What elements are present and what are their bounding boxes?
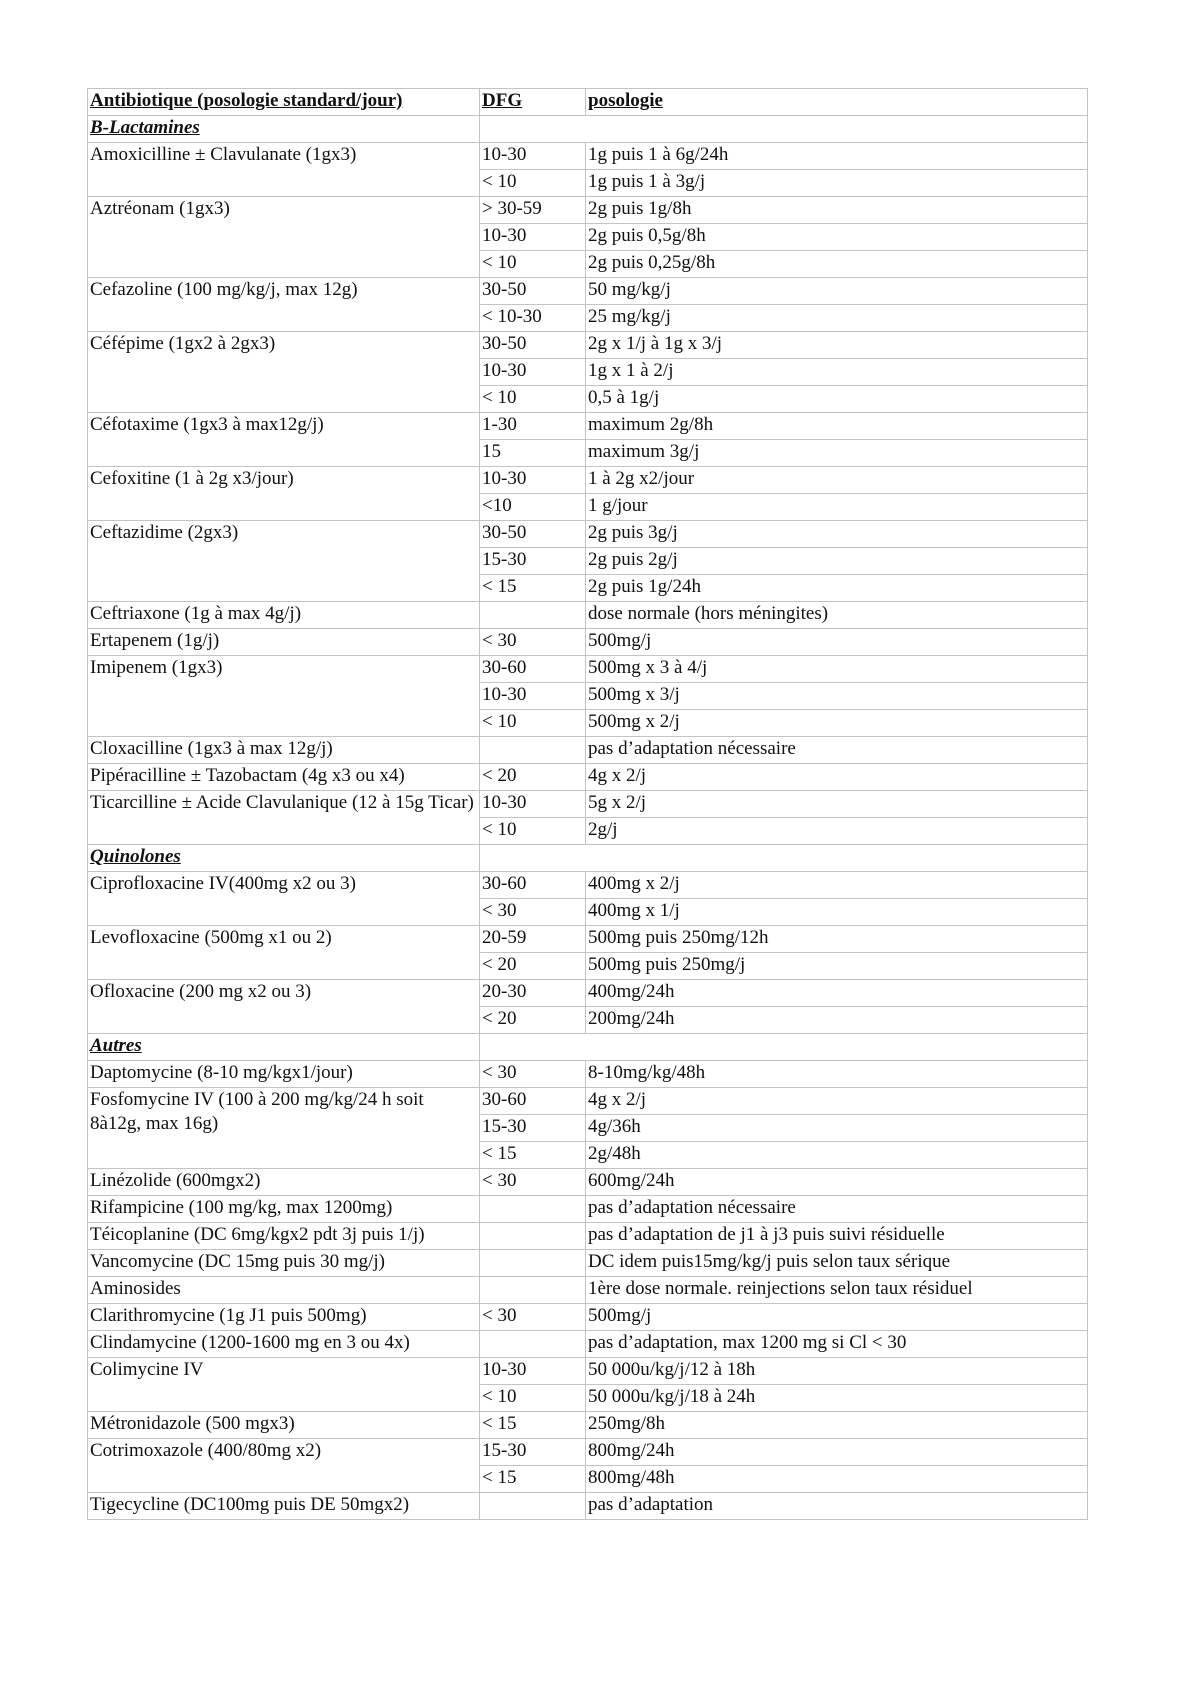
drug-name: Imipenem (1gx3) <box>88 656 480 737</box>
posologie-cell: pas d’adaptation nécessaire <box>586 737 1088 764</box>
drug-name: Aminosides <box>88 1277 480 1304</box>
dfg-cell: 10-30 <box>480 359 586 386</box>
posologie-cell: pas d’adaptation nécessaire <box>586 1196 1088 1223</box>
table-row <box>88 737 1088 764</box>
table-row <box>88 656 1088 683</box>
posologie-cell: 4g x 2/j <box>586 764 1088 791</box>
dfg-cell: 30-60 <box>480 1088 586 1115</box>
drug-name: Cefoxitine (1 à 2g x3/jour) <box>88 467 480 521</box>
drug-name: Ceftazidime (2gx3) <box>88 521 480 602</box>
posologie-cell: 200mg/24h <box>586 1007 1088 1034</box>
dfg-cell: 20-30 <box>480 980 586 1007</box>
dfg-cell: < 30 <box>480 629 586 656</box>
dfg-cell <box>480 1331 586 1358</box>
posologie-cell: 2g puis 2g/j <box>586 548 1088 575</box>
drug-name: Céfépime (1gx2 à 2gx3) <box>88 332 480 413</box>
dfg-cell <box>480 1196 586 1223</box>
dfg-cell: 15-30 <box>480 1115 586 1142</box>
dfg-cell: < 10 <box>480 251 586 278</box>
dfg-cell: 15-30 <box>480 1439 586 1466</box>
dfg-cell: 10-30 <box>480 791 586 818</box>
posologie-cell: 0,5 à 1g/j <box>586 386 1088 413</box>
table-row <box>88 332 1088 359</box>
posologie-cell: 2g puis 1g/24h <box>586 575 1088 602</box>
drug-name: Pipéracilline ± Tazobactam (4g x3 ou x4) <box>88 764 480 791</box>
table-row <box>88 143 1088 170</box>
dfg-cell: < 10 <box>480 710 586 737</box>
drug-name: Rifampicine (100 mg/kg, max 1200mg) <box>88 1196 480 1223</box>
table-row <box>88 980 1088 1007</box>
posologie-cell: 2g puis 0,25g/8h <box>586 251 1088 278</box>
dfg-cell <box>480 1250 586 1277</box>
posologie-cell: 1 à 2g x2/jour <box>586 467 1088 494</box>
table-row <box>88 926 1088 953</box>
table-row <box>88 764 1088 791</box>
drug-name: Ertapenem (1g/j) <box>88 629 480 656</box>
dfg-cell: < 20 <box>480 953 586 980</box>
table-row <box>88 1412 1088 1439</box>
posologie-cell: 500mg/j <box>586 629 1088 656</box>
posologie-cell: 2g puis 0,5g/8h <box>586 224 1088 251</box>
posologie-cell: 800mg/24h <box>586 1439 1088 1466</box>
dfg-cell <box>480 737 586 764</box>
dfg-cell: 20-59 <box>480 926 586 953</box>
dfg-cell: 15 <box>480 440 586 467</box>
drug-name: Ciprofloxacine IV(400mg x2 ou 3) <box>88 872 480 926</box>
header-row <box>88 89 1088 116</box>
dfg-cell: 1-30 <box>480 413 586 440</box>
posologie-cell: 2g/j <box>586 818 1088 845</box>
drug-name: Fosfomycine IV (100 à 200 mg/kg/24 h soit 8à12g, max 16g) <box>88 1088 480 1169</box>
table-row <box>88 1493 1088 1520</box>
dfg-cell: 10-30 <box>480 467 586 494</box>
antibiotic-dosage-table <box>87 88 1088 1520</box>
dfg-cell: < 15 <box>480 575 586 602</box>
posologie-cell: 2g/48h <box>586 1142 1088 1169</box>
posologie-cell: 4g x 2/j <box>586 1088 1088 1115</box>
posologie-cell: 500mg x 3/j <box>586 683 1088 710</box>
drug-name: Métronidazole (500 mgx3) <box>88 1412 480 1439</box>
posologie-cell: pas d’adaptation de j1 à j3 puis suivi résiduelle <box>586 1223 1088 1250</box>
table-row <box>88 1061 1088 1088</box>
section-title: B-Lactamines <box>88 116 480 143</box>
header-antibiotique: Antibiotique (posologie standard/jour) <box>88 89 480 116</box>
dfg-cell: 10-30 <box>480 224 586 251</box>
drug-name: Amoxicilline ± Clavulanate (1gx3) <box>88 143 480 197</box>
dfg-cell: > 30-59 <box>480 197 586 224</box>
dfg-cell <box>480 1493 586 1520</box>
dfg-cell: < 30 <box>480 1169 586 1196</box>
dfg-cell: < 20 <box>480 1007 586 1034</box>
dfg-cell: 15-30 <box>480 548 586 575</box>
table-row <box>88 1439 1088 1466</box>
table-row <box>88 1223 1088 1250</box>
dfg-cell: 10-30 <box>480 683 586 710</box>
drug-name: Cotrimoxazole (400/80mg x2) <box>88 1439 480 1493</box>
table-row <box>88 1250 1088 1277</box>
posologie-cell: 2g x 1/j à 1g x 3/j <box>586 332 1088 359</box>
posologie-cell: pas d’adaptation <box>586 1493 1088 1520</box>
table-row <box>88 278 1088 305</box>
posologie-cell: 1g puis 1 à 3g/j <box>586 170 1088 197</box>
table-row <box>88 629 1088 656</box>
table-row <box>88 1196 1088 1223</box>
posologie-cell: dose normale (hors méningites) <box>586 602 1088 629</box>
dfg-cell: < 15 <box>480 1142 586 1169</box>
posologie-cell: 5g x 2/j <box>586 791 1088 818</box>
drug-name: Ticarcilline ± Acide Clavulanique (12 à 15g Ticar) <box>88 791 480 845</box>
drug-name: Cloxacilline (1gx3 à max 12g/j) <box>88 737 480 764</box>
dfg-cell: < 10-30 <box>480 305 586 332</box>
posologie-cell: DC idem puis15mg/kg/j puis selon taux sérique <box>586 1250 1088 1277</box>
posologie-cell: 400mg x 2/j <box>586 872 1088 899</box>
dfg-cell: 30-60 <box>480 872 586 899</box>
drug-name: Aztréonam (1gx3) <box>88 197 480 278</box>
dfg-cell: 30-60 <box>480 656 586 683</box>
posologie-cell: 4g/36h <box>586 1115 1088 1142</box>
section-empty-cell <box>480 1034 1088 1061</box>
drug-name: Levofloxacine (500mg x1 ou 2) <box>88 926 480 980</box>
posologie-cell: 50 mg/kg/j <box>586 278 1088 305</box>
dfg-cell: < 10 <box>480 1385 586 1412</box>
header-dfg: DFG <box>480 89 586 116</box>
posologie-cell: maximum 3g/j <box>586 440 1088 467</box>
dfg-cell: < 15 <box>480 1412 586 1439</box>
table-row <box>88 1358 1088 1385</box>
table-body <box>88 89 1088 1520</box>
posologie-cell: 25 mg/kg/j <box>586 305 1088 332</box>
drug-name: Cefazoline (100 mg/kg/j, max 12g) <box>88 278 480 332</box>
posologie-cell: 500mg/j <box>586 1304 1088 1331</box>
section-title: Quinolones <box>88 845 480 872</box>
posologie-cell: 500mg x 2/j <box>586 710 1088 737</box>
table-row <box>88 1331 1088 1358</box>
table-row <box>88 602 1088 629</box>
posologie-cell: 8-10mg/kg/48h <box>586 1061 1088 1088</box>
dfg-cell: < 15 <box>480 1466 586 1493</box>
section-empty-cell <box>480 845 1088 872</box>
posologie-cell: 1 g/jour <box>586 494 1088 521</box>
dfg-cell: 10-30 <box>480 143 586 170</box>
posologie-cell: 400mg x 1/j <box>586 899 1088 926</box>
posologie-cell: 2g puis 1g/8h <box>586 197 1088 224</box>
posologie-cell: 50 000u/kg/j/12 à 18h <box>586 1358 1088 1385</box>
section-row <box>88 845 1088 872</box>
drug-name: Clindamycine (1200-1600 mg en 3 ou 4x) <box>88 1331 480 1358</box>
drug-name: Téicoplanine (DC 6mg/kgx2 pdt 3j puis 1/j) <box>88 1223 480 1250</box>
table-row <box>88 521 1088 548</box>
dfg-cell: 30-50 <box>480 332 586 359</box>
drug-name: Ofloxacine (200 mg x2 ou 3) <box>88 980 480 1034</box>
table-row <box>88 1088 1088 1115</box>
drug-name: Ceftriaxone (1g à max 4g/j) <box>88 602 480 629</box>
posologie-cell: 250mg/8h <box>586 1412 1088 1439</box>
table-row <box>88 872 1088 899</box>
dfg-cell <box>480 1277 586 1304</box>
posologie-cell: 600mg/24h <box>586 1169 1088 1196</box>
dfg-cell: < 10 <box>480 386 586 413</box>
dfg-cell: 10-30 <box>480 1358 586 1385</box>
dfg-cell: < 30 <box>480 899 586 926</box>
posologie-cell: maximum 2g/8h <box>586 413 1088 440</box>
table-row <box>88 791 1088 818</box>
section-row <box>88 116 1088 143</box>
dfg-cell: 30-50 <box>480 278 586 305</box>
dfg-cell <box>480 1223 586 1250</box>
posologie-cell: 1g puis 1 à 6g/24h <box>586 143 1088 170</box>
drug-name: Linézolide (600mgx2) <box>88 1169 480 1196</box>
table-row <box>88 413 1088 440</box>
table-row <box>88 467 1088 494</box>
posologie-cell: 400mg/24h <box>586 980 1088 1007</box>
dfg-cell: < 30 <box>480 1304 586 1331</box>
header-posologie: posologie <box>586 89 1088 116</box>
table-row <box>88 1169 1088 1196</box>
drug-name: Clarithromycine (1g J1 puis 500mg) <box>88 1304 480 1331</box>
drug-name: Daptomycine (8-10 mg/kgx1/jour) <box>88 1061 480 1088</box>
posologie-cell: 1ère dose normale. reinjections selon taux résiduel <box>586 1277 1088 1304</box>
table-row <box>88 197 1088 224</box>
posologie-cell: pas d’adaptation, max 1200 mg si Cl < 30 <box>586 1331 1088 1358</box>
dfg-cell: <10 <box>480 494 586 521</box>
posologie-cell: 500mg x 3 à 4/j <box>586 656 1088 683</box>
dfg-cell: < 10 <box>480 170 586 197</box>
dfg-cell: < 20 <box>480 764 586 791</box>
drug-name: Vancomycine (DC 15mg puis 30 mg/j) <box>88 1250 480 1277</box>
drug-name: Colimycine IV <box>88 1358 480 1412</box>
table-row <box>88 1277 1088 1304</box>
posologie-cell: 1g x 1 à 2/j <box>586 359 1088 386</box>
section-empty-cell <box>480 116 1088 143</box>
drug-name: Tigecycline (DC100mg puis DE 50mgx2) <box>88 1493 480 1520</box>
dfg-cell: 30-50 <box>480 521 586 548</box>
posologie-cell: 2g puis 3g/j <box>586 521 1088 548</box>
dfg-cell: < 10 <box>480 818 586 845</box>
table-row <box>88 1304 1088 1331</box>
dfg-cell <box>480 602 586 629</box>
posologie-cell: 50 000u/kg/j/18 à 24h <box>586 1385 1088 1412</box>
posologie-cell: 800mg/48h <box>586 1466 1088 1493</box>
posologie-cell: 500mg puis 250mg/j <box>586 953 1088 980</box>
posologie-cell: 500mg puis 250mg/12h <box>586 926 1088 953</box>
section-row <box>88 1034 1088 1061</box>
dfg-cell: < 30 <box>480 1061 586 1088</box>
section-title: Autres <box>88 1034 480 1061</box>
drug-name: Céfotaxime (1gx3 à max12g/j) <box>88 413 480 467</box>
